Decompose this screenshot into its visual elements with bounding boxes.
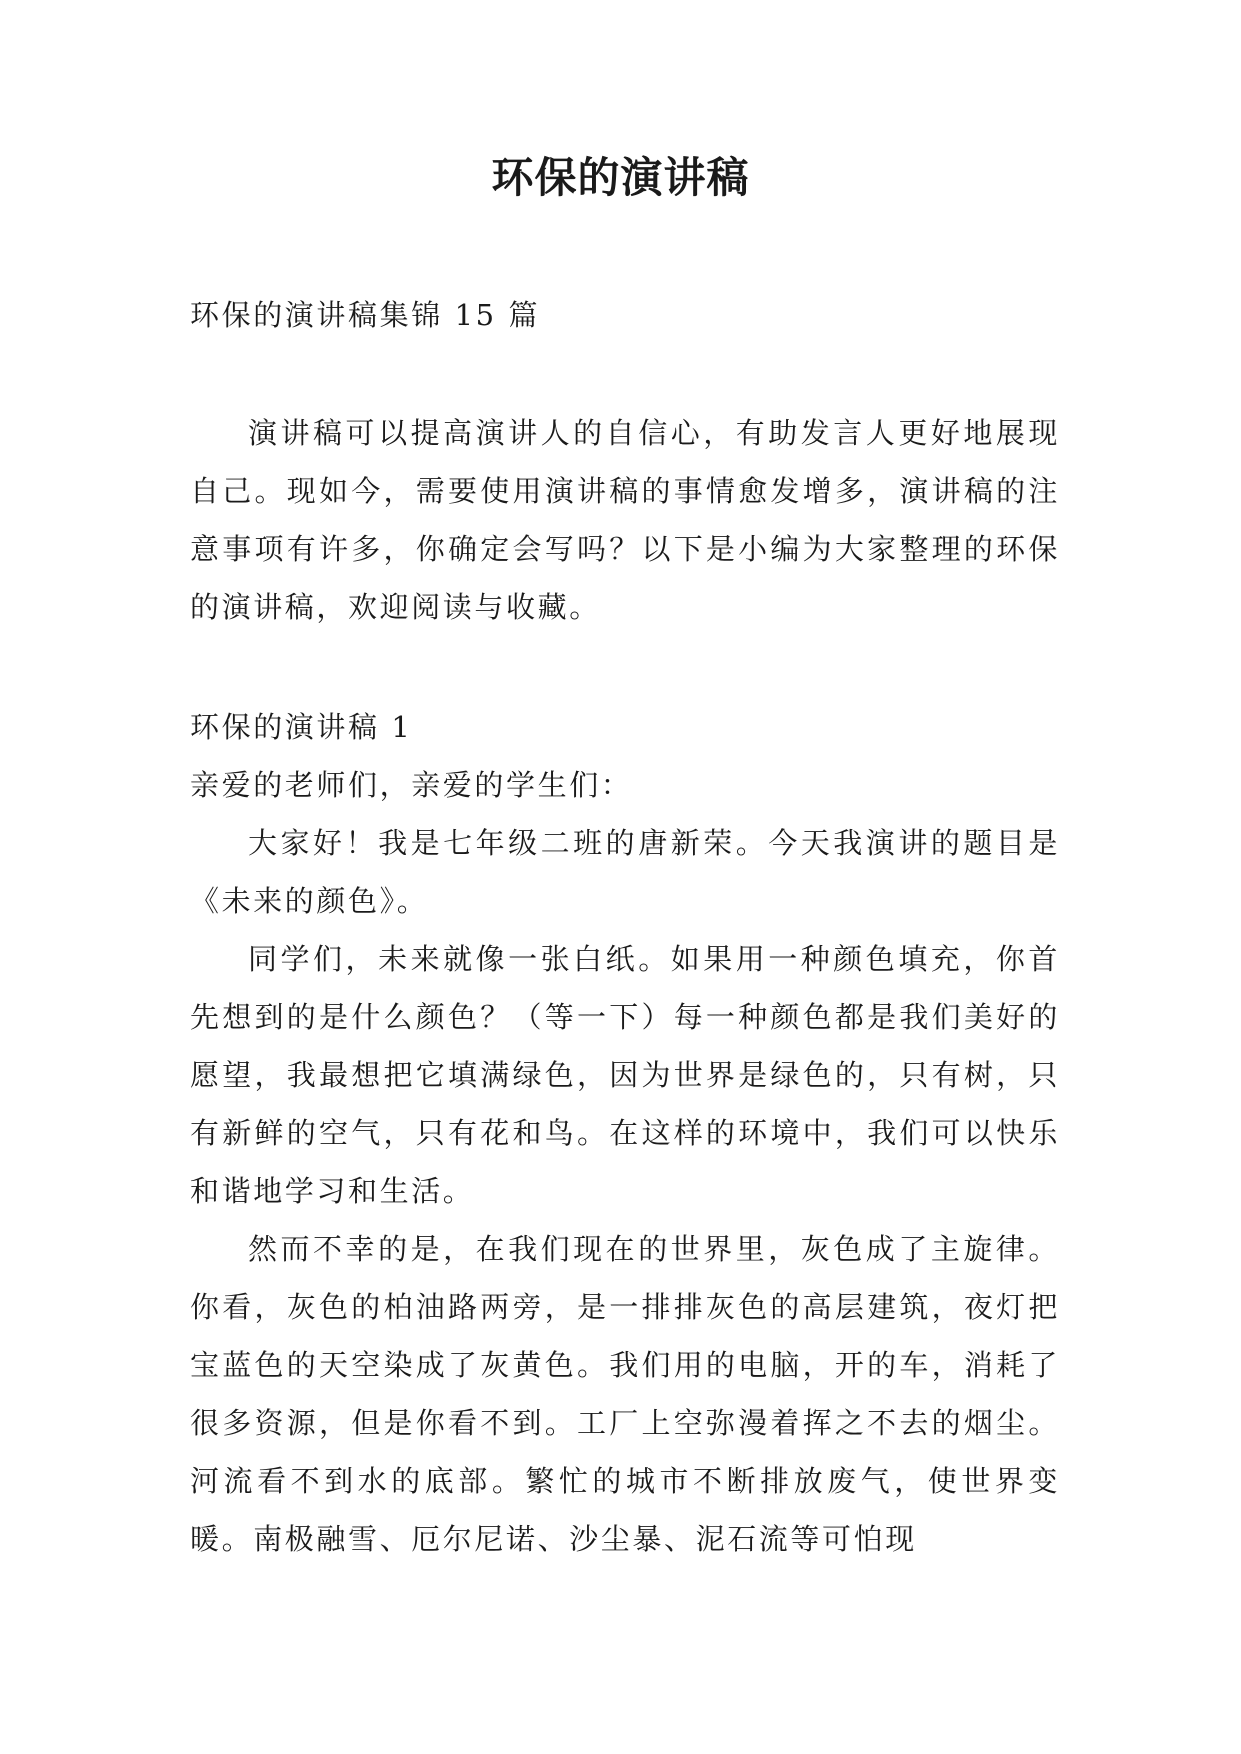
- paragraph: 大家好！我是七年级二班的唐新荣。今天我演讲的题目是《未来的颜色》。: [190, 826, 1060, 918]
- salutation: 亲爱的老师们，亲爱的学生们：: [190, 768, 633, 802]
- section-heading: 环保的演讲稿 1: [190, 710, 413, 744]
- paragraph: 然而不幸的是，在我们现在的世界里，灰色成了主旋律。你看，灰色的柏油路两旁，是一排排灰色的高层建筑，夜灯把宝蓝色的天空染成了灰黄色。我们用的电脑，开的车，消耗了很多资源，但是你看不到。工厂上空弥漫着挥之不去的烟尘。河流看不到水的底部。繁忙的城市不断排放废气，使世界变暖。南极融雪、厄尔尼诺、沙尘暴、泥石流等可怕现: [190, 1232, 1060, 1556]
- document-subtitle: 环保的演讲稿集锦 15 篇: [190, 298, 541, 332]
- document-title: 环保的演讲稿: [491, 153, 750, 202]
- intro-paragraph: 演讲稿可以提高演讲人的自信心，有助发言人更好地展现自己。现如今，需要使用演讲稿的事情愈发增多，演讲稿的注意事项有许多，你确定会写吗？以下是小编为大家整理的环保的演讲稿，欢迎阅读与收藏。: [190, 416, 1060, 624]
- speech-section-1: [190, 698, 1060, 1568]
- paragraph: 同学们，未来就像一张白纸。如果用一种颜色填充，你首先想到的是什么颜色？（等一下）每一种颜色都是我们美好的愿望，我最想把它填满绿色，因为世界是绿色的，只有树，只有新鲜的空气，只有花和鸟。在这样的环境中，我们可以快乐和谐地学习和生活。: [190, 942, 1060, 1208]
